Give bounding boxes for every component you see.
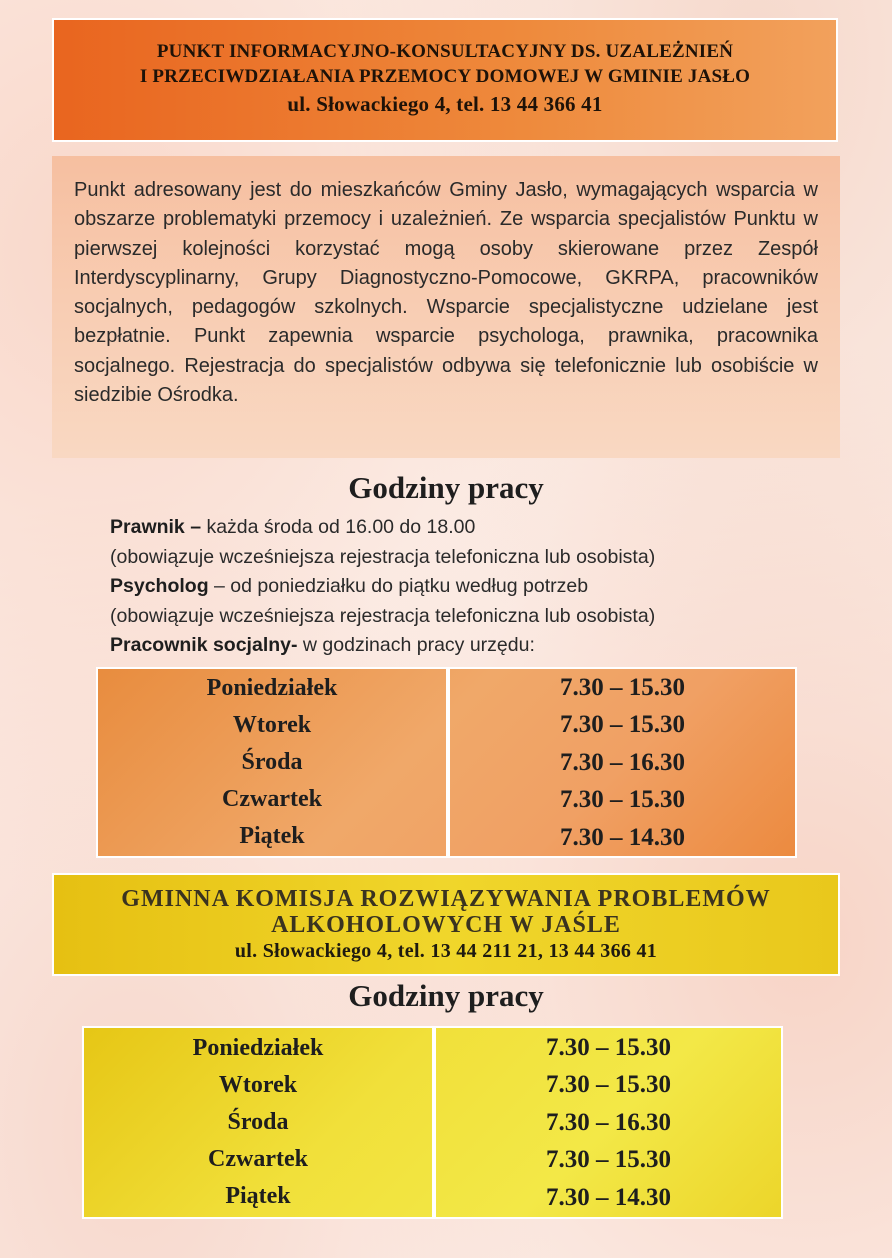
schedule2-day: Poniedziałek [192,1035,324,1061]
schedule1-day: Środa [241,749,303,775]
description-box [52,156,840,458]
schedule2-time: 7.30 – 15.30 [546,1146,671,1174]
header2-line2: ALKOHOLOWYCH W JAŚLE [271,912,621,938]
schedule1-day: Czwartek [222,786,322,812]
header1-address: ul. Słowackiego 4, tel. 13 44 366 41 [287,92,603,116]
header1-line1: PUNKT INFORMACYJNO-KONSULTACYJNY DS. UZALEŻNIEŃ [156,41,734,62]
schedule1-time: 7.30 – 14.30 [560,823,685,851]
social-worker-row [110,631,850,661]
social-worker-label: Pracownik socjalny- [110,634,298,656]
schedule2-day: Czwartek [208,1146,308,1172]
schedule1-times-column [448,667,797,858]
psychologist-row [110,572,850,602]
section1-title: Godziny pracy [348,470,544,505]
schedule1-day: Poniedziałek [206,675,338,701]
lawyer-note: (obowiązuje wcześniejsza rejestracja telefoniczna lub osobista) [110,545,656,568]
schedule1-days-column [96,667,448,858]
lawyer-row [110,513,850,543]
psychologist-text: – od poniedziałku do piątku według potrzeb [208,575,589,597]
header-punkt-informacyjny [52,18,838,142]
schedule2-time: 7.30 – 15.30 [546,1071,671,1099]
social-worker-text: w godzinach pracy urzędu: [297,634,535,656]
psychologist-note: (obowiązuje wcześniejsza rejestracja telefoniczna lub osobista) [110,604,656,627]
schedule1-day: Piątek [239,823,305,849]
schedule2-time: 7.30 – 15.30 [546,1033,671,1061]
schedule2-time: 7.30 – 14.30 [546,1183,671,1211]
header2-address: ul. Słowackiego 4, tel. 13 44 211 21, 13 44 366 41 [234,940,658,962]
schedule2-day: Środa [227,1109,289,1135]
schedule1-time: 7.30 – 16.30 [560,748,685,776]
schedule1-day: Wtorek [232,712,312,738]
schedule-table-2 [82,1026,783,1219]
lawyer-text: każda środa od 16.00 do 18.00 [201,516,476,538]
schedule1-time: 7.30 – 15.30 [560,711,685,739]
section2-title: Godziny pracy [348,978,544,1013]
schedule1-time: 7.30 – 15.30 [560,673,685,701]
schedule-table-1 [96,667,797,858]
schedule2-times-column [434,1026,783,1219]
schedule2-days-column [82,1026,434,1219]
description-text: Punkt adresowany jest do mieszkańców Gminy Jasło, wymagających wsparcia w obszarze problematyki przemocy i uzależnień. Ze wsparcia specjalistów Punktu w pierwszej kolejności korzystać mogą osoby skierowane przez Zespół Interdyscyplinarny, Grupy Diagnostyczno-Pomocowe, GKRPA, pracowników socjalnych, pedagogów szkolnych. Wsparcie specjalistyczne udzielane jest bezpłatnie. Punkt zapewnia wsparcie psychologa, prawnika, pracownika socjalnego. Rejestracja do specjalistów odbywa się telefonicznie lub osobiście w siedzibie Ośrodka. [74,179,818,407]
header-gkrpa [52,873,840,976]
schedule2-time: 7.30 – 16.30 [546,1108,671,1136]
schedule2-day: Wtorek [218,1072,298,1098]
staff-hours-info [110,513,850,661]
header2-line1: GMINNA KOMISJA ROZWIĄZYWANIA PROBLEMÓW [121,886,771,912]
header1-line2: I PRZECIWDZIAŁANIA PRZEMOCY DOMOWEJ W GMINIE JASŁO [139,66,751,87]
psychologist-label: Psycholog [110,575,209,597]
schedule2-day: Piątek [225,1183,291,1209]
lawyer-label: Prawnik – [110,516,202,538]
schedule1-time: 7.30 – 15.30 [560,786,685,814]
